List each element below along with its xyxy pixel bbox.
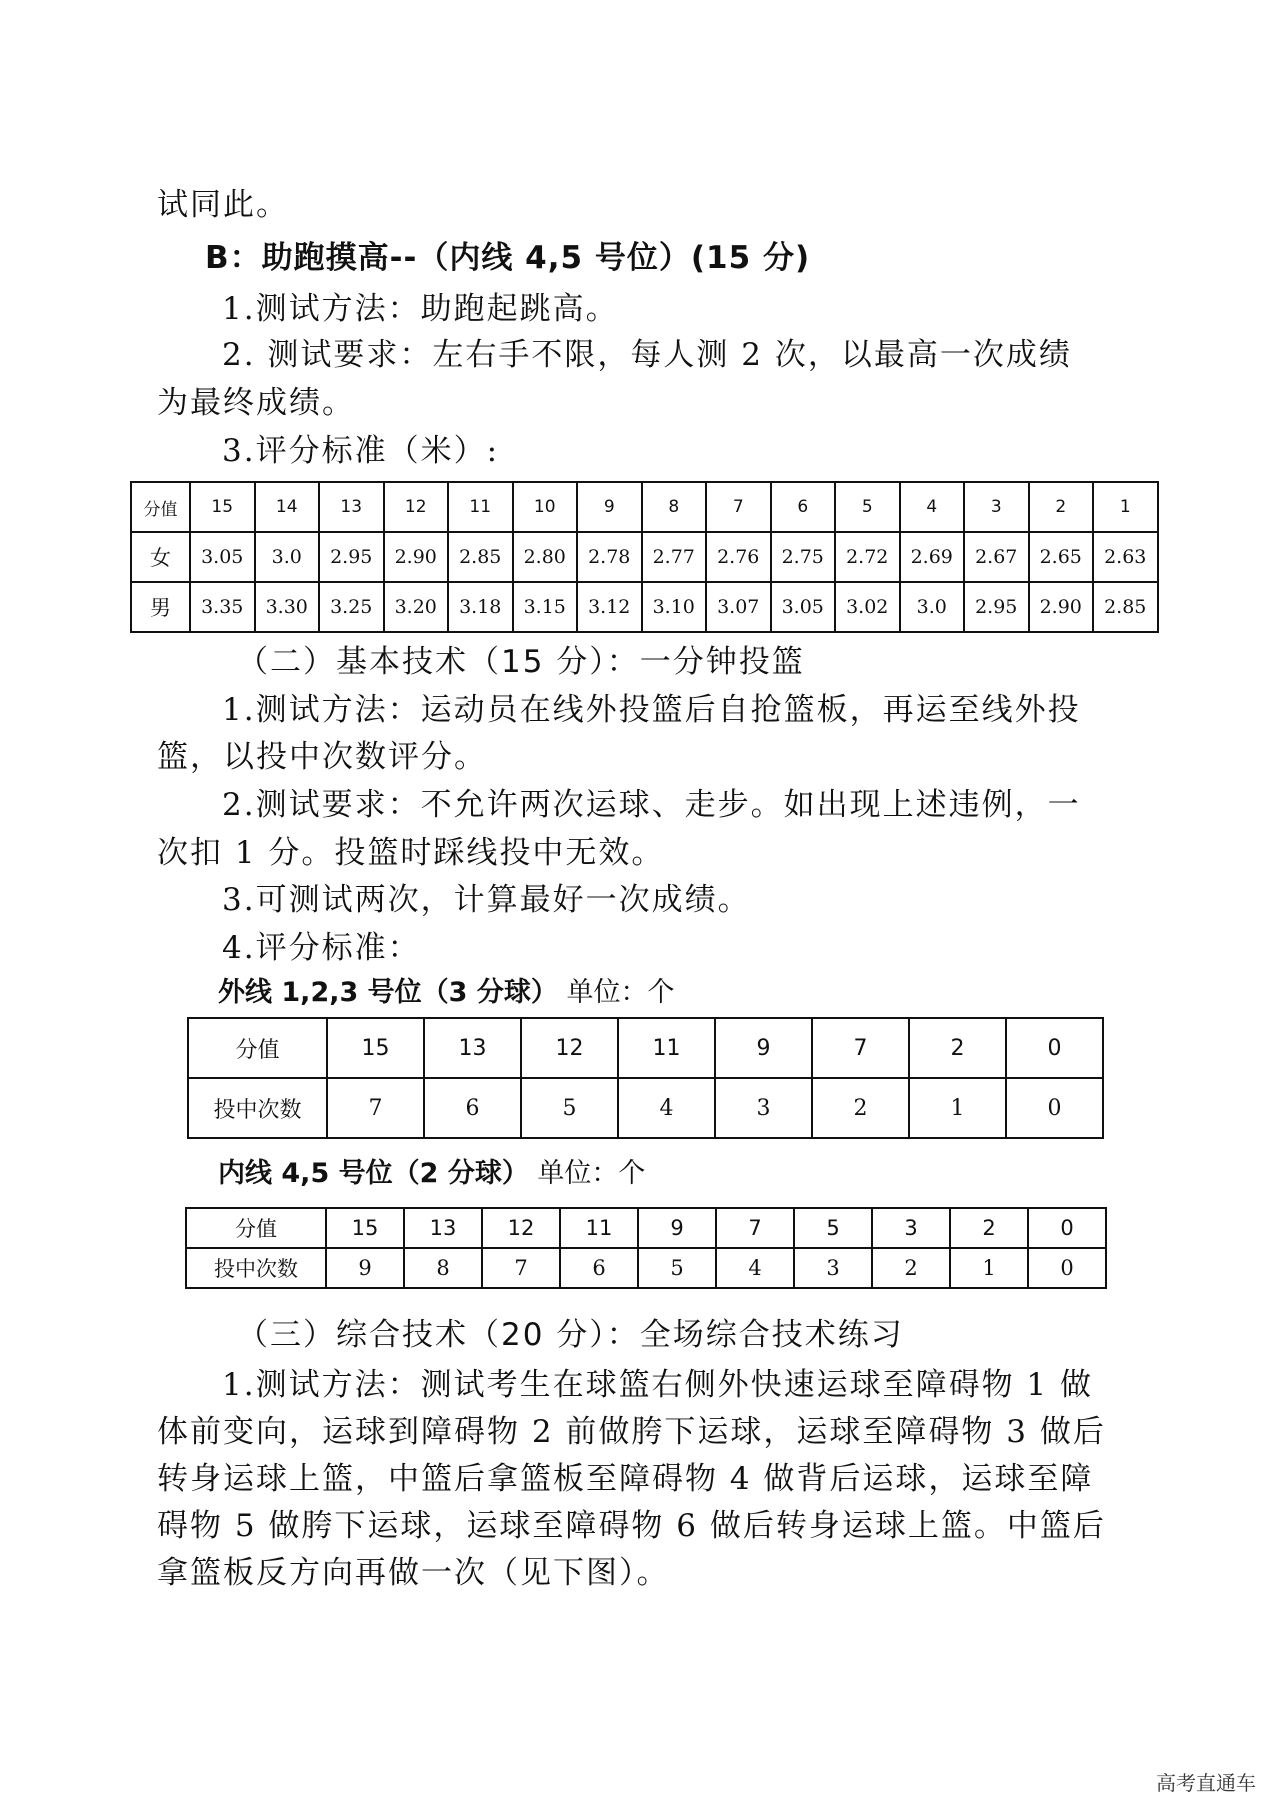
para-continuation: 试同此。 xyxy=(157,187,289,223)
table-cell: 15 xyxy=(190,482,255,532)
table-cell: 15 xyxy=(326,1208,404,1248)
test-requirement-text-cont: 为最终成绩。 xyxy=(157,385,355,421)
inner-shot-table xyxy=(185,1207,1107,1289)
table-cell: 2.63 xyxy=(1093,532,1158,582)
table-cell: 4 xyxy=(900,482,965,532)
table-cell: 2.85 xyxy=(1093,582,1158,632)
table-cell: 13 xyxy=(404,1208,482,1248)
table-cell: 15 xyxy=(327,1018,424,1078)
table-cell: 3.05 xyxy=(771,582,836,632)
comprehensive-method-text-5: 拿篮板反方向再做一次（见下图）。 xyxy=(157,1555,670,1591)
outer-shot-table xyxy=(187,1017,1104,1139)
table-cell: 3.07 xyxy=(706,582,771,632)
table-cell: 2 xyxy=(950,1208,1028,1248)
table-cell: 13 xyxy=(424,1018,521,1078)
shooting-method-text-cont: 篮，以投中次数评分。 xyxy=(157,739,487,775)
female-label-cell: 女 xyxy=(131,532,190,582)
table-cell: 2 xyxy=(1029,482,1094,532)
test-requirement-text: 2. 测试要求：左右手不限，每人测 2 次，以最高一次成绩 xyxy=(222,337,1072,373)
table-cell: 7 xyxy=(812,1018,909,1078)
comprehensive-method-text-2: 体前变向，运球到障碍物 2 前做胯下运球，运球至障碍物 3 做后 xyxy=(157,1414,1106,1450)
table-cell: 1 xyxy=(950,1248,1028,1288)
table-cell: 3.20 xyxy=(384,582,449,632)
table-cell: 13 xyxy=(319,482,384,532)
table-cell: 2 xyxy=(872,1248,950,1288)
table-cell: 2.95 xyxy=(964,582,1029,632)
hits-label-cell: 投中次数 xyxy=(188,1078,327,1138)
table-cell: 1 xyxy=(1093,482,1158,532)
table-cell: 5 xyxy=(521,1078,618,1138)
hits-label-cell: 投中次数 xyxy=(186,1248,326,1288)
table-cell: 3.12 xyxy=(577,582,642,632)
table-cell: 8 xyxy=(404,1248,482,1288)
table-cell: 3.10 xyxy=(642,582,707,632)
score-header-cell: 分值 xyxy=(188,1018,327,1078)
table-cell: 3.35 xyxy=(190,582,255,632)
table-cell: 6 xyxy=(771,482,836,532)
table-cell: 12 xyxy=(521,1018,618,1078)
section-2-heading: （二）基本技术（15 分）：一分钟投篮 xyxy=(237,644,805,680)
table-cell: 3 xyxy=(872,1208,950,1248)
table-cell: 7 xyxy=(706,482,771,532)
table-cell: 2.90 xyxy=(1029,582,1094,632)
comprehensive-method-text-3: 转身运球上篮，中篮后拿篮板至障碍物 4 做背后运球，运球至障 xyxy=(157,1461,1094,1497)
table-cell: 3.0 xyxy=(900,582,965,632)
table-cell: 14 xyxy=(255,482,320,532)
table-cell: 3 xyxy=(964,482,1029,532)
table-cell: 7 xyxy=(716,1208,794,1248)
table-cell: 2.77 xyxy=(642,532,707,582)
comprehensive-method-text-4: 碍物 5 做胯下运球，运球至障碍物 6 做后转身运球上篮。中篮后 xyxy=(157,1508,1106,1544)
comprehensive-method-text: 1.测试方法：测试考生在球篮右侧外快速运球至障碍物 1 做 xyxy=(222,1367,1094,1403)
table-cell: 5 xyxy=(638,1248,716,1288)
table-cell: 1 xyxy=(909,1078,1006,1138)
male-label-cell: 男 xyxy=(131,582,190,632)
table-cell: 4 xyxy=(618,1078,715,1138)
table-cell: 7 xyxy=(482,1248,560,1288)
table-cell: 2.78 xyxy=(577,532,642,582)
section-3-heading: （三）综合技术（20 分）：全场综合技术练习 xyxy=(237,1317,904,1353)
test-method-text: 1.测试方法：助跑起跳高。 xyxy=(222,291,619,327)
table-cell: 2.69 xyxy=(900,532,965,582)
table-cell: 8 xyxy=(642,482,707,532)
inner-table-caption xyxy=(218,1156,645,1192)
table-cell: 0 xyxy=(1028,1248,1106,1288)
shooting-requirement-text: 2.测试要求：不允许两次运球、走步。如出现上述违例，一 xyxy=(222,787,1081,823)
table-cell: 0 xyxy=(1006,1078,1103,1138)
inner-caption-title: 内线 4,5 号位（2 分球） xyxy=(218,1158,529,1189)
section-b-heading: B：助跑摸高--（内线 4,5 号位）(15 分) xyxy=(205,240,811,276)
table-cell: 11 xyxy=(448,482,513,532)
table-cell: 4 xyxy=(716,1248,794,1288)
table-cell: 2.85 xyxy=(448,532,513,582)
score-header-cell: 分值 xyxy=(131,482,190,532)
table-cell: 2.65 xyxy=(1029,532,1094,582)
table-cell: 2.72 xyxy=(835,532,900,582)
table-cell: 3.25 xyxy=(319,582,384,632)
table-cell: 3.02 xyxy=(835,582,900,632)
outer-table-caption xyxy=(218,975,674,1011)
table-cell: 3.15 xyxy=(513,582,578,632)
table-cell: 0 xyxy=(1006,1018,1103,1078)
table-cell: 9 xyxy=(577,482,642,532)
table-cell: 11 xyxy=(618,1018,715,1078)
table-cell: 3.0 xyxy=(255,532,320,582)
table-cell: 3.30 xyxy=(255,582,320,632)
table-cell: 2.76 xyxy=(706,532,771,582)
table-cell: 0 xyxy=(1028,1208,1106,1248)
table-cell: 11 xyxy=(560,1208,638,1248)
shooting-attempts-text: 3.可测试两次，计算最好一次成绩。 xyxy=(222,882,751,918)
table-cell: 2.75 xyxy=(771,532,836,582)
jump-score-table xyxy=(130,481,1159,633)
table-cell: 6 xyxy=(424,1078,521,1138)
outer-caption-title: 外线 1,2,3 号位（3 分球） xyxy=(218,977,558,1008)
scoring-standard-label: 3.评分标准（米）: xyxy=(222,433,500,469)
table-cell: 10 xyxy=(513,482,578,532)
shooting-standard-label: 4.评分标准： xyxy=(222,930,421,966)
score-header-cell: 分值 xyxy=(186,1208,326,1248)
table-cell: 2 xyxy=(909,1018,1006,1078)
table-cell: 3 xyxy=(715,1078,812,1138)
table-cell: 12 xyxy=(384,482,449,532)
table-cell: 12 xyxy=(482,1208,560,1248)
inner-caption-unit: 单位：个 xyxy=(537,1158,646,1189)
table-cell: 7 xyxy=(327,1078,424,1138)
watermark-text: 高考直通车 xyxy=(1156,1771,1256,1795)
table-cell: 5 xyxy=(794,1208,872,1248)
shooting-requirement-text-cont: 次扣 1 分。投篮时踩线投中无效。 xyxy=(157,835,665,871)
table-cell: 3 xyxy=(794,1248,872,1288)
table-cell: 2.90 xyxy=(384,532,449,582)
table-cell: 3.05 xyxy=(190,532,255,582)
table-cell: 6 xyxy=(560,1248,638,1288)
table-cell: 2 xyxy=(812,1078,909,1138)
table-cell: 2.95 xyxy=(319,532,384,582)
table-cell: 3.18 xyxy=(448,582,513,632)
table-cell: 9 xyxy=(326,1248,404,1288)
table-cell: 9 xyxy=(638,1208,716,1248)
table-cell: 9 xyxy=(715,1018,812,1078)
table-cell: 2.80 xyxy=(513,532,578,582)
table-cell: 2.67 xyxy=(964,532,1029,582)
outer-caption-unit: 单位：个 xyxy=(566,977,675,1008)
table-cell: 5 xyxy=(835,482,900,532)
shooting-method-text: 1.测试方法：运动员在线外投篮后自抢篮板，再运至线外投 xyxy=(222,692,1081,728)
